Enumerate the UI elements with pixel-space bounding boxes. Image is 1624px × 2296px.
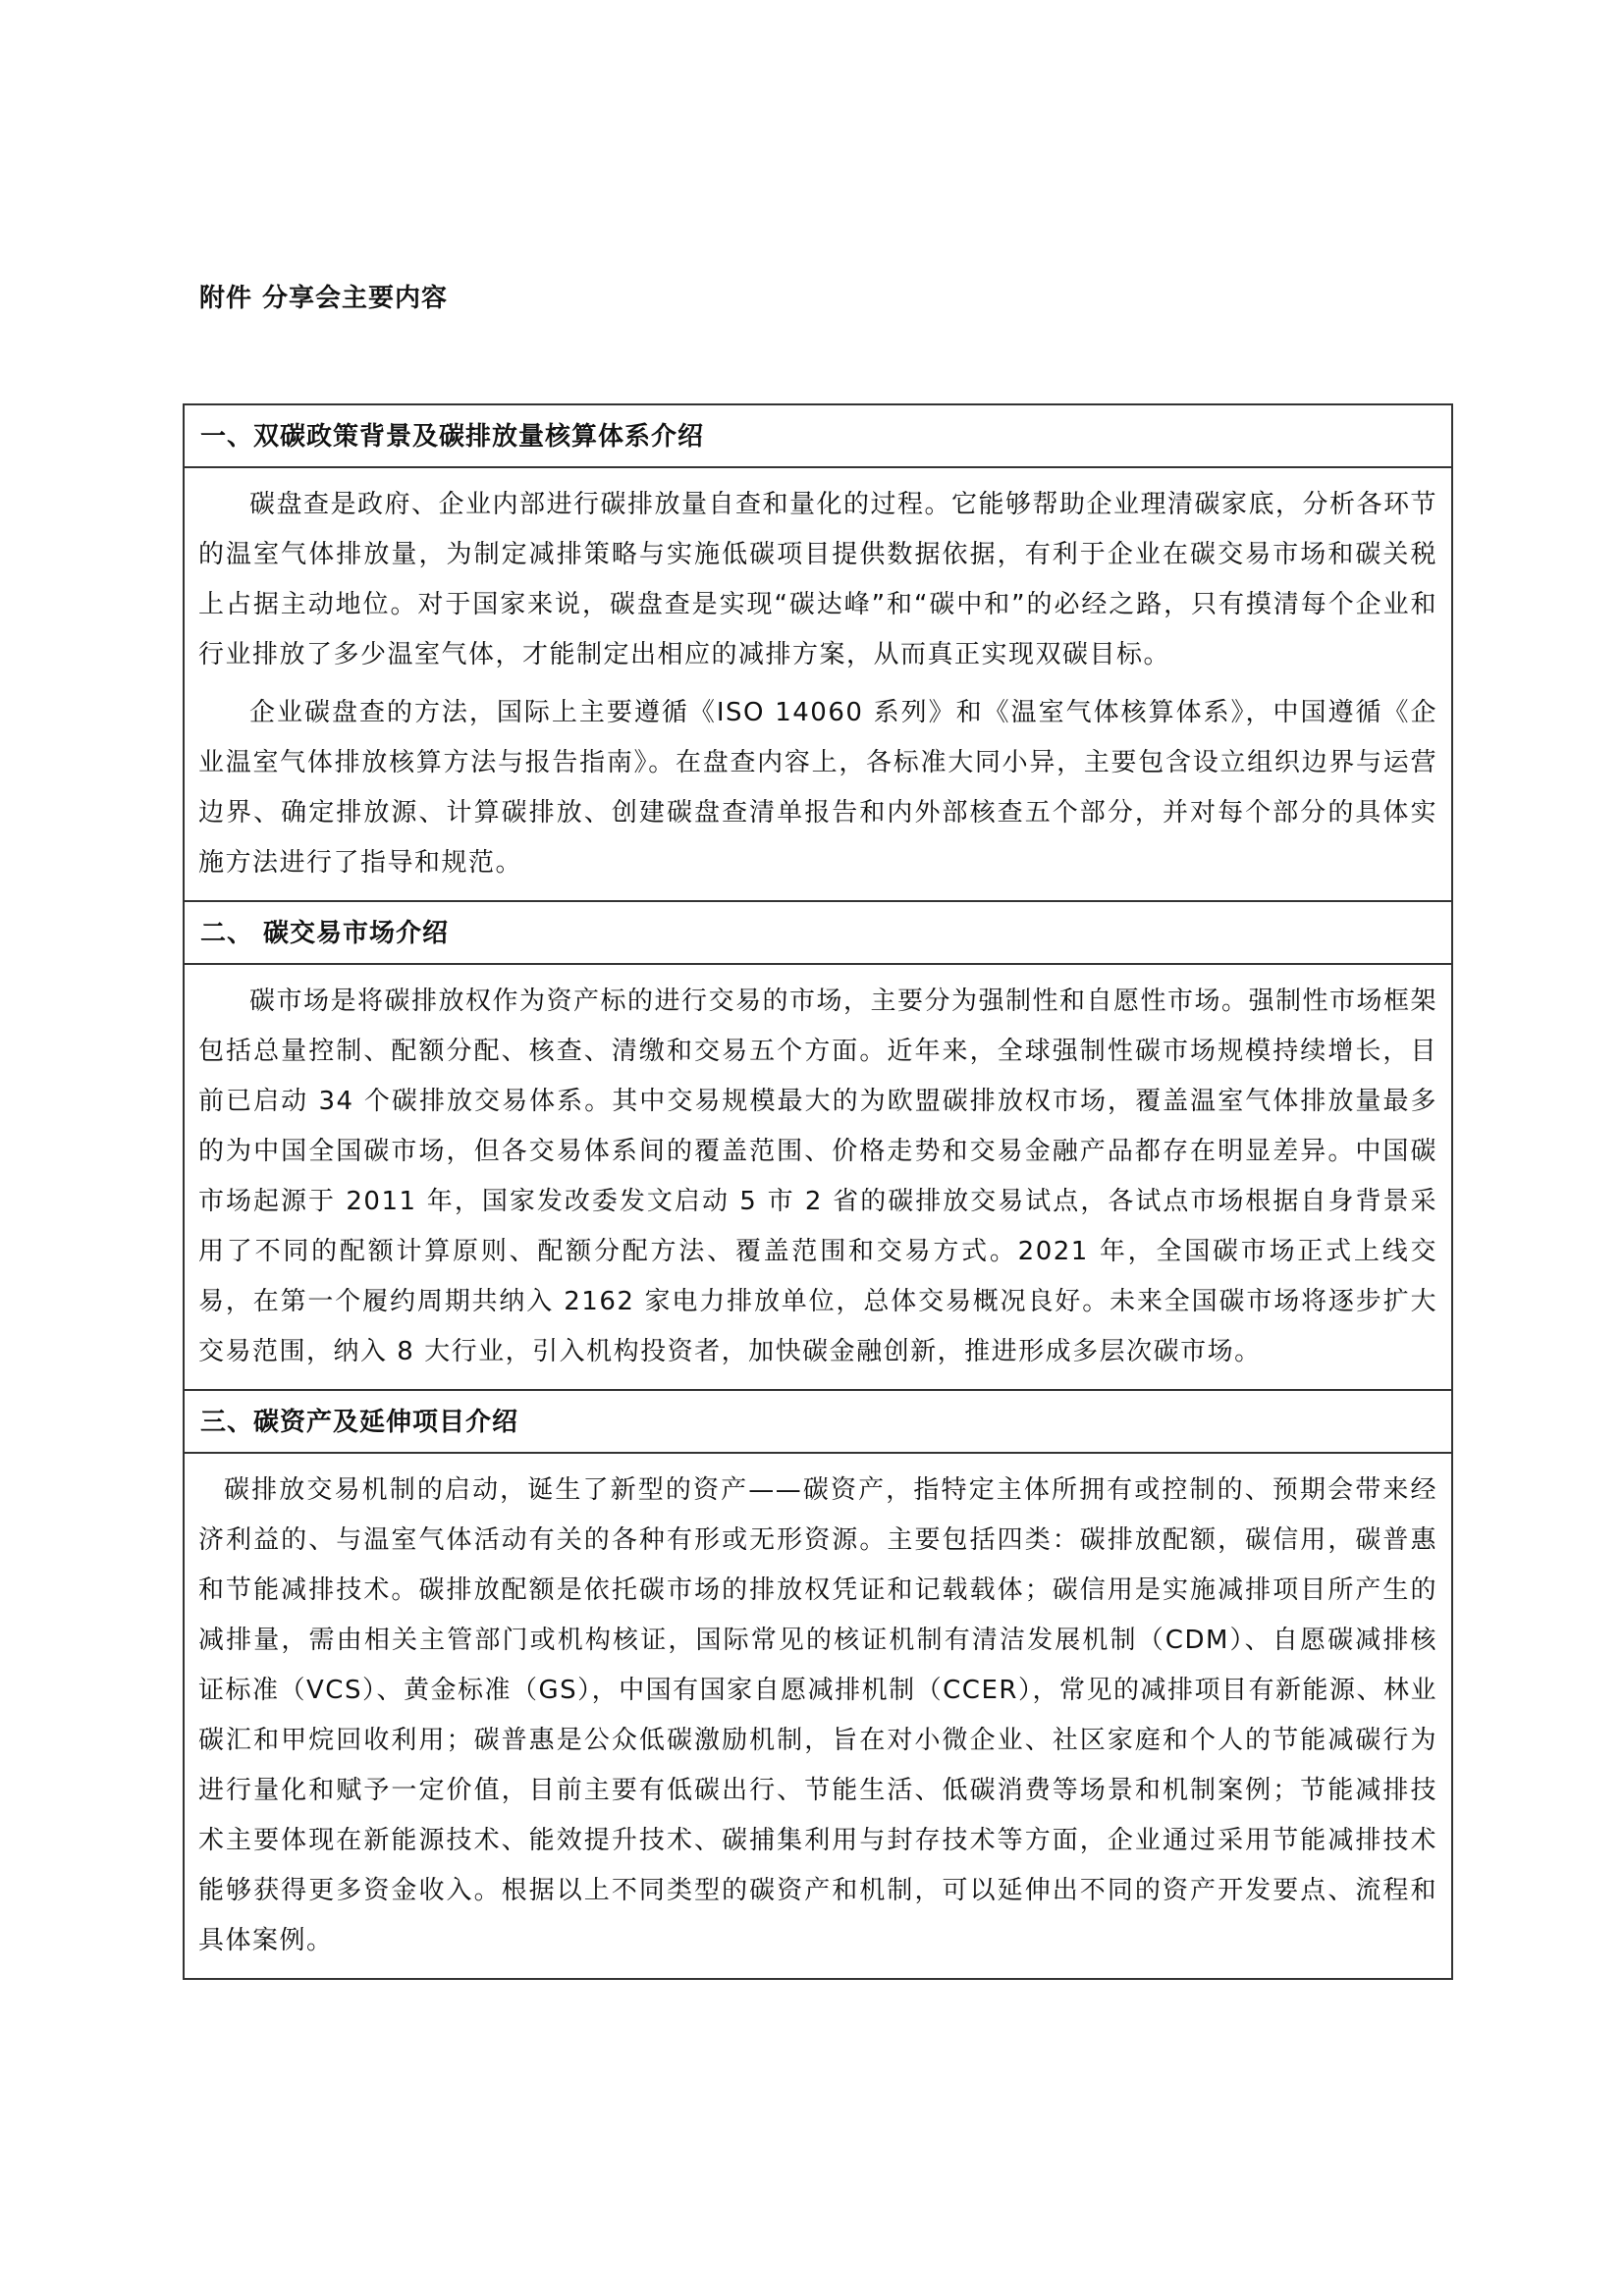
section-1-body-row	[184, 467, 1452, 901]
section-3-title-row	[184, 1390, 1452, 1453]
section-2-title: 二、 碳交易市场介绍	[184, 901, 1452, 964]
section-3-body	[184, 1453, 1452, 1979]
section-1-title: 一、双碳政策背景及碳排放量核算体系介绍	[184, 404, 1452, 467]
section-1-paragraph-1: 碳盘查是政府、企业内部进行碳排放量自查和量化的过程。它能够帮助企业理清碳家底，分析各环节的温室气体排放量，为制定减排策略与实施低碳项目提供数据依据，有利于企业在碳交易市场和碳关税上占据主动地位。对于国家来说，碳盘查是实现“碳达峰”和“碳中和”的必经之路，只有摸清每个企业和行业排放了多少温室气体，才能制定出相应的减排方案，从而真正实现双碳目标。	[198, 490, 1438, 669]
section-2-paragraph-1: 碳市场是将碳排放权作为资产标的进行交易的市场，主要分为强制性和自愿性市场。强制性市场框架包括总量控制、配额分配、核查、清缴和交易五个方面。近年来，全球强制性碳市场规模持续增长，目前已启动 34 个碳排放交易体系。其中交易规模最大的为欧盟碳排放权市场，覆盖温室气体排放量最多的为中国全国碳市场，但各交易体系间的覆盖范围、价格走势和交易金融产品都存在明显差异。中国碳市场起源于 2011 年，国家发改委发文启动 5 市 2 省的碳排放交易试点，各试点市场根据自身背景采用了不同的配额计算原则、配额分配方法、覆盖范围和交易方式。2021 年，全国碳市场正式上线交易，在第一个履约周期共纳入 2162 家电力排放单位，总体交易概况良好。未来全国碳市场将逐步扩大交易范围，纳入 8 大行业，引入机构投资者，加快碳金融创新，推进形成多层次碳市场。	[198, 987, 1438, 1366]
section-2-body	[184, 964, 1452, 1390]
page-title: 附件 分享会主要内容	[199, 284, 449, 313]
section-3-body-row	[184, 1453, 1452, 1979]
section-3-title: 三、碳资产及延伸项目介绍	[184, 1390, 1452, 1453]
section-1-body	[184, 467, 1452, 901]
section-1-title-row	[184, 404, 1452, 467]
section-1-paragraph-2: 企业碳盘查的方法，国际上主要遵循《ISO 14060 系列》和《温室气体核算体系》，中国遵循《企业温室气体排放核算方法与报告指南》。在盘查内容上，各标准大同小异，主要包含设立组织边界与运营边界、确定排放源、计算碳排放、创建碳盘查清单报告和内外部核查五个部分，并对每个部分的具体实施方法进行了指导和规范。	[198, 698, 1437, 878]
section-3-paragraph-1: 碳排放交易机制的启动，诞生了新型的资产——碳资产，指特定主体所拥有或控制的、预期会带来经济利益的、与温室气体活动有关的各种有形或无形资源。主要包括四类：碳排放配额，碳信用，碳普惠和节能减排技术。碳排放配额是依托碳市场的排放权凭证和记载载体；碳信用是实施减排项目所产生的减排量，需由相关主管部门或机构核证，国际常见的核证机制有清洁发展机制（CDM）、自愿碳减排核证标准（VCS）、黄金标准（GS），中国有国家自愿减排机制（CCER），常见的减排项目有新能源、林业碳汇和甲烷回收利用；碳普惠是公众低碳激励机制，旨在对小微企业、社区家庭和个人的节能减碳行为进行量化和赋予一定价值，目前主要有低碳出行、节能生活、低碳消费等场景和机制案例；节能减排技术主要体现在新能源技术、能效提升技术、碳捕集利用与封存技术等方面，企业通过采用节能减排技术能够获得更多资金收入。根据以上不同类型的碳资产和机制，可以延伸出不同的资产开发要点、流程和具体案例。	[198, 1475, 1437, 1955]
section-2-title-row	[184, 901, 1452, 964]
section-2-body-row	[184, 964, 1452, 1390]
content-table	[183, 403, 1453, 1980]
